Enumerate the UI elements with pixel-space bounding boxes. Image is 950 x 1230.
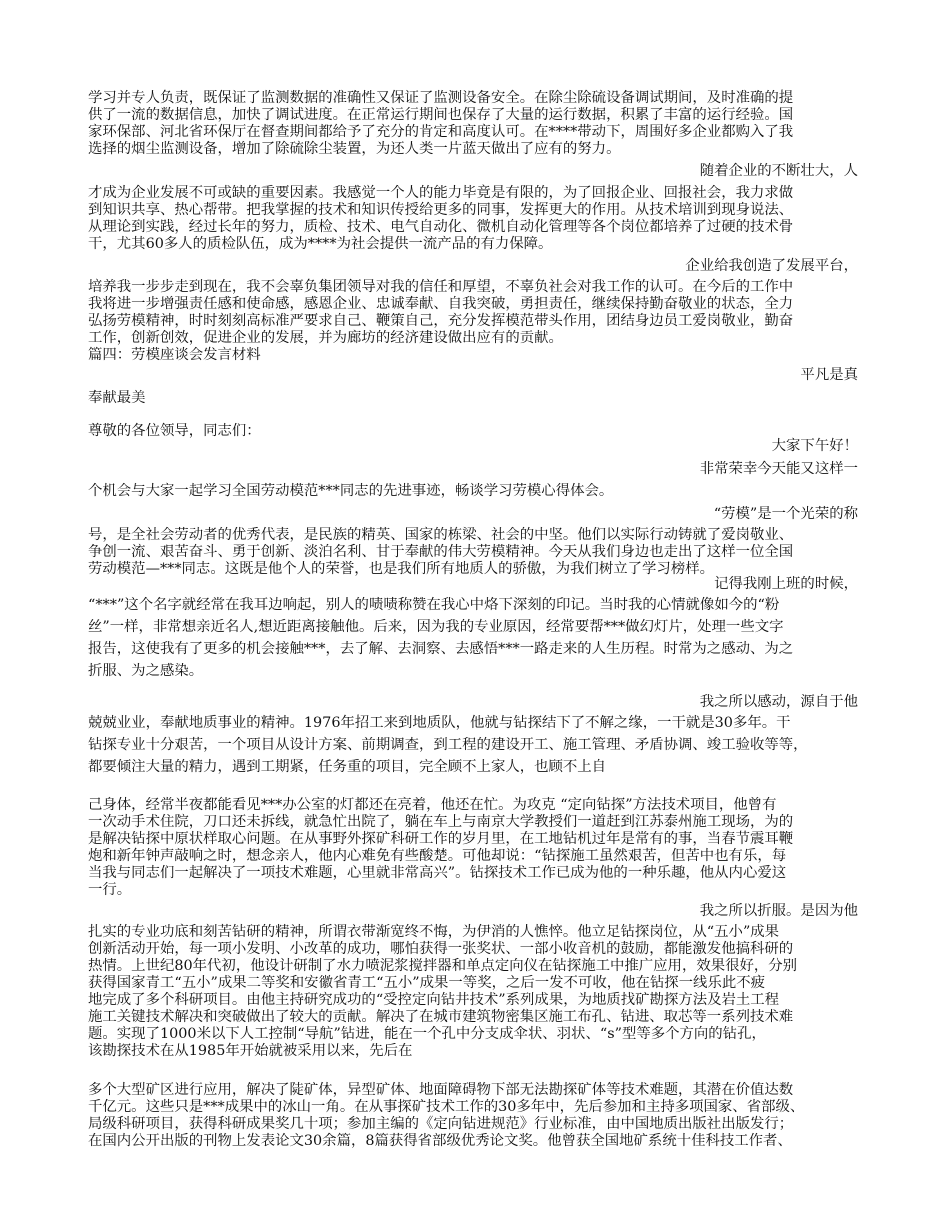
text-line: 记得我刚上班的时候， [714,576,858,592]
text-line: 钻探专业十分艰苦，一个项目从设计方案、前期调查，到工程的建设开工、施工管理、矛盾协调、竣工验收等等， [88,737,808,753]
text-line: 选择的烟尘监测设备，增加了除硫除尘装置，为还人类一片蓝天做出了应有的努力。 [88,141,621,157]
text-line: 一行。 [88,882,132,898]
text-line: 我之所以折服。是因为他 [699,903,858,919]
text-line: 弘扬劳模精神，时时刻刻高标准严要求自己、鞭策自己，充分发挥模范带头作用，团结身边员工爱岗敬业，勤奋 [88,313,794,329]
text-line: 工作，创新创效，促进企业的发展，并为廊坊的经济建设做出应有的贡献。 [88,330,563,346]
salutation: 尊敬的各位领导，同志们： [88,423,261,439]
text-line: 都要倾注大量的精力，遇到工期紧，任务重的项目，完全顾不上家人，也顾不上自 [88,759,607,775]
text-line: 局级科研项目，获得科研成果奖几十项；参加主编的《定向钻进规范》行业标准，由中国地质出版社出版发行； [88,1116,794,1132]
text-line: 获得国家青工“五小”成果二等奖和安徽省青工“五小”成果一等奖，之后一发不可收，他在钻探一线乐此不疲 [88,975,766,991]
text-line: 一次动手术住院，刀口还未拆线，就急忙出院了，躺在车上与南京大学教授们一道赶到江苏泰州施工现场，为的 [88,814,794,830]
text-line: 折服、为之感染。 [88,663,204,679]
text-line: 才成为企业发展不可或缺的重要因素。我感觉一个人的能力毕竟是有限的，为了回报企业、回报社会，我力求做 [88,185,794,201]
text-line: 当我与同志们一起解决了一项技术难题，心里就非常高兴”。钻探技术工作已成为他的一种乐趣，他从内心爱这 [88,865,787,881]
section-heading: 篇四：劳模座谈会发言材料 [88,347,261,363]
text-line: 该勘探技术在从1985年开始就被采用以来，先后在 [88,1043,413,1059]
text-line: 地完成了多个科研项目。由他主持研究成功的“受控定向钻井技术”系列成果，为地质找矿勘探方法及岩土工程 [88,992,780,1008]
text-line: 创新活动开始，每一项小发明、小改革的成功，哪怕获得一张奖状、一部小收音机的鼓励，都能激发他搞科研的 [88,941,794,957]
text-line: 争创一流、艰苦奋斗、勇于创新、淡泊名利、甘于奉献的伟大劳模精神。今天从我们身边也走出了这样一位全国 [88,544,794,560]
text-line: “劳模”是一个光荣的称 [713,506,858,522]
speech-title: 平凡是真 [800,367,858,383]
text-line: 多个大型矿区进行应用，解决了陡矿体，异型矿体、地面障碍物下部无法勘探矿体等技术难题，其潜在价值达数 [88,1082,794,1098]
text-line: “***”这个名字就经常在我耳边响起，别人的啧啧称赞在我心中烙下深刻的印记。当时我的心情就像如今的“粉 [88,597,780,613]
text-line: 热情。上世纪80年代初，他设计研制了水力喷泥浆搅拌器和单点定向仪在钻探施工中推广应用，效果很好，分别 [88,958,798,974]
text-line: 兢兢业业，奉献地质事业的精神。1976年招工来到地质队，他就与钻探结下了不解之缘，一干就是30多年。干 [88,715,791,731]
text-line: 己身体，经常半夜都能看见***办公室的灯都还在亮着，他还在忙。为攻克 “定向钻探”方法技术项目，他曾有 [88,797,777,813]
text-line: 培养我一步步走到现在，我不会辜负集团领导对我的信任和厚望，不辜负社会对我工作的认可。在今后的工作中 [88,279,794,295]
speech-title: 奉献最美 [88,390,146,406]
text-line: 炮和新年钟声敲响之时，想念亲人，他内心难免有些酸楚。可他却说：“钻探施工虽然艰苦，但苦中也有乐，每 [88,848,787,864]
text-line: 扎实的专业功底和刻苦钻研的精神，所谓衣带渐宽终不悔，为伊消的人憔悴。他立足钻探岗位，从“五小”成果 [88,924,780,940]
text-line: 我之所以感动，源自于他 [699,694,858,710]
text-line: 号，是全社会劳动者的优秀代表，是民族的精英、国家的栋梁、社会的中坚。他们以实际行动铸就了爱岗敬业、 [88,527,794,543]
text-line: 在国内公开出版的刊物上发表论文30余篇，8篇获得省部级优秀论文奖。他曾获全国地矿系统十佳科技工作者、 [88,1133,792,1149]
text-line: 我将进一步增强责任感和使命感，感恩企业、忠诚奉献、自我突破，勇担责任，继续保持勤奋敬业的状态，全力 [88,296,794,312]
text-line: 非常荣幸今天能又这样一 [699,461,858,477]
text-line: 报告，这使我有了更多的机会接触***，去了解、去洞察、去感悟***一路走来的人生历程。时常为之感动、为之 [88,641,794,657]
text-line: 千亿元。这些只是***成果中的冰山一角。在从事探矿技术工作的30多年中，先后参加和主持多项国家、省部级、 [88,1099,805,1115]
text-line: 从理论到实践，经过长年的努力，质检、技术、电气自动化、微机自动化管理等各个岗位都培养了过硬的技术骨 [88,219,794,235]
text-line: 干，尤其60多人的质检队伍，成为****为社会提供一流产品的有力保障。 [88,236,553,252]
text-line: 家环保部、河北省环保厅在督查期间都给予了充分的肯定和高度认可。在****带动下，周围好多企业都购入了我 [88,124,794,140]
text-line: 个机会与大家一起学习全国劳动模范***同志的先进事迹，畅谈学习劳模心得体会。 [88,483,614,499]
text-line: 到知识共享、热心帮带。把我掌握的技术和知识传授给更多的同事，发挥更大的作用。从技术培训到现身说法、 [88,202,794,218]
text-line: 题。实现了1000米以下人工控制“导航”钻进，能在一个孔中分支成伞状、羽状、“s”型等多个方向的钻孔， [88,1026,766,1042]
text-line: 供了一流的数据信息，加快了调试进度。在正常运行期间也保存了大量的运行数据，积累了丰富的运行经验。国 [88,107,794,123]
text-line: 大家下午好！ [771,438,858,454]
text-line: 丝”一样，非常想亲近名人,想近距离接触他。后来，因为我的专业原因，经常要帮***做幻灯片，处理一些文字 [88,619,784,635]
text-line: 企业给我创造了发展平台， [685,258,858,274]
text-line: 是解决钻探中原状样取心问题。在从事野外探矿科研工作的岁月里，在工地钻机过年是常有的事，当春节震耳鞭 [88,831,794,847]
text-line: 劳动模范—***同志。这既是他个人的荣誉，也是我们所有地质人的骄傲，为我们树立了学习榜样。 [88,561,714,577]
text-line: 施工关键技术解决和突破做出了较大的贡献。解决了在城市建筑物密集区施工布孔、钻进、取芯等一系列技术难 [88,1009,794,1025]
text-line: 随着企业的不断壮大，人 [699,163,858,179]
text-line: 学习并专人负责，既保证了监测数据的准确性又保证了监测设备安全。在除尘除硫设备调试期间，及时准确的提 [88,90,794,106]
